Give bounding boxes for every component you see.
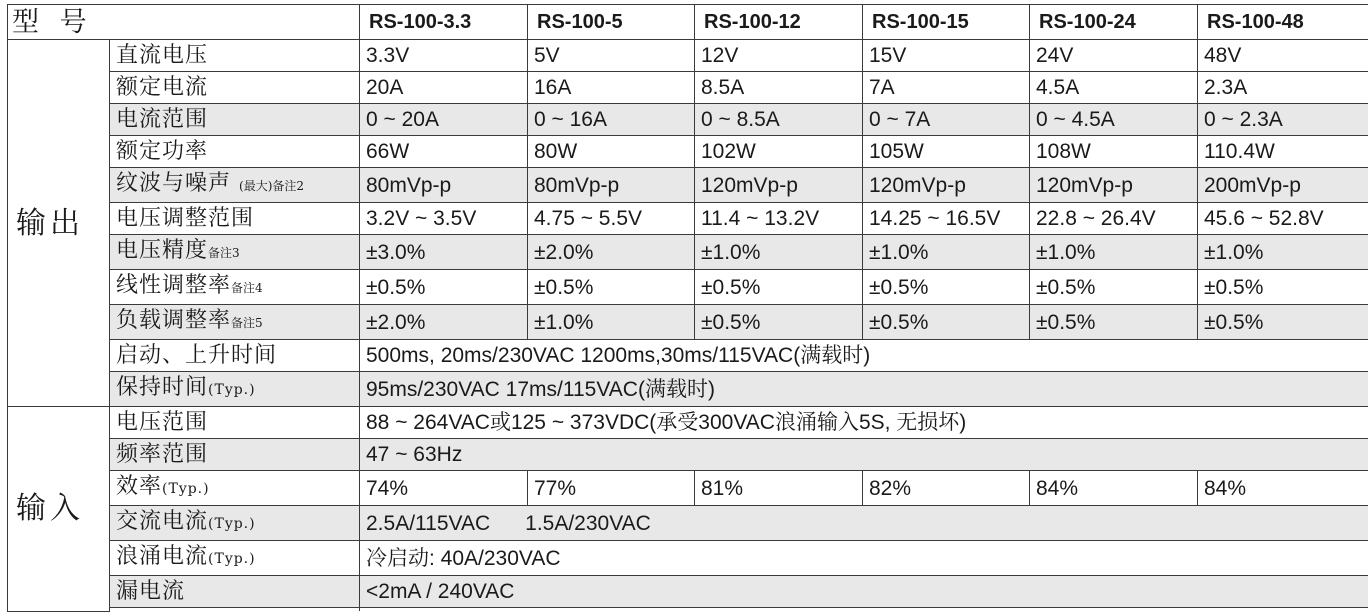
table-cell: 88 ~ 264VAC或125 ~ 373VDC(承受300VAC浪涌输入5S, 无损坏) xyxy=(360,407,1368,439)
table-cell: 4.5A xyxy=(1030,72,1198,104)
table-cell: 80mVp-p xyxy=(360,168,528,203)
table-cell: 81% xyxy=(695,471,863,506)
table-cell: 74% xyxy=(360,471,528,506)
table-row xyxy=(8,235,1368,270)
table-cell: ±1.0% xyxy=(1198,235,1368,270)
row-label: 效率(Typ.) xyxy=(110,471,360,506)
row-label: 浪涌电流(Typ.) xyxy=(110,541,360,576)
table-cell: 120mVp-p xyxy=(863,168,1030,203)
table-cell: ±2.0% xyxy=(528,235,695,270)
table-cell: 0 ~ 2.3A xyxy=(1198,104,1368,136)
output-group-label: 输出 xyxy=(8,40,110,407)
row-note: (Typ.) xyxy=(208,551,256,567)
model-header: RS-100-15 xyxy=(863,5,1030,40)
model-header: RS-100-48 xyxy=(1198,5,1368,40)
table-cell: 200mVp-p xyxy=(1198,168,1368,203)
input-group-label: 输入 xyxy=(8,407,110,612)
table-cell: 15V xyxy=(863,40,1030,72)
table-cell: ±0.5% xyxy=(1030,270,1198,305)
table-cell: 冷启动: 40A/230VAC xyxy=(360,541,1368,576)
table-row xyxy=(8,203,1368,235)
table-cell: ±2.0% xyxy=(360,305,528,340)
row-label: 电压调整范围 xyxy=(110,203,360,235)
table-cell: ±1.0% xyxy=(1030,235,1198,270)
model-header: RS-100-12 xyxy=(695,5,863,40)
table-cell: ±0.5% xyxy=(1030,305,1198,340)
table-cell: 11.4 ~ 13.2V xyxy=(695,203,863,235)
row-label: 保持时间(Typ.) xyxy=(110,372,360,407)
table-cell: 84% xyxy=(1198,471,1368,506)
row-label: 电压范围 xyxy=(110,407,360,439)
table-row xyxy=(8,372,1368,407)
row-label: 线性调整率备注4 xyxy=(110,270,360,305)
table-cell: 24V xyxy=(1030,40,1198,72)
row-label: 启动、上升时间 xyxy=(110,340,360,372)
table-cell: ±0.5% xyxy=(863,305,1030,340)
table-row xyxy=(8,576,1368,608)
row-label: 纹波与噪声 (最大)备注2 xyxy=(110,168,360,203)
table-row xyxy=(8,40,1368,72)
table-cell: 14.25 ~ 16.5V xyxy=(863,203,1030,235)
table-cell: 95ms/230VAC 17ms/115VAC(满载时) xyxy=(360,372,1368,407)
spec-table xyxy=(7,4,1368,612)
table-cell: 84% xyxy=(1030,471,1198,506)
table-row xyxy=(8,72,1368,104)
table-row xyxy=(8,340,1368,372)
table-cell: 12V xyxy=(695,40,863,72)
row-label: 交流电流(Typ.) xyxy=(110,506,360,541)
table-cell: 108W xyxy=(1030,136,1198,168)
table-cell xyxy=(360,608,1368,612)
table-cell: 2.5A/115VAC 1.5A/230VAC xyxy=(360,506,1368,541)
table-row xyxy=(8,471,1368,506)
table-cell: 45.6 ~ 52.8V xyxy=(1198,203,1368,235)
row-label: 负载调整率备注5 xyxy=(110,305,360,340)
table-row xyxy=(8,439,1368,471)
table-cell: ±0.5% xyxy=(1198,270,1368,305)
table-row xyxy=(8,305,1368,340)
row-label: 额定功率 xyxy=(110,136,360,168)
table-cell: ±0.5% xyxy=(528,270,695,305)
table-cell: 0 ~ 4.5A xyxy=(1030,104,1198,136)
table-cell: 500ms, 20ms/230VAC 1200ms,30ms/115VAC(满载时) xyxy=(360,340,1368,372)
table-row xyxy=(8,136,1368,168)
row-label: 频率范围 xyxy=(110,439,360,471)
model-header: RS-100-3.3 xyxy=(360,5,528,40)
table-cell: 82% xyxy=(863,471,1030,506)
row-label: 直流电压 xyxy=(110,40,360,72)
table-cell: 66W xyxy=(360,136,528,168)
row-note: 备注5 xyxy=(231,316,263,330)
row-note: 备注4 xyxy=(231,281,263,295)
table-cell: ±0.5% xyxy=(360,270,528,305)
table-cell: 48V xyxy=(1198,40,1368,72)
table-cell: 77% xyxy=(528,471,695,506)
table-cell: 120mVp-p xyxy=(695,168,863,203)
table-cell: 20A xyxy=(360,72,528,104)
header-row xyxy=(8,5,1368,40)
table-cell: 80mVp-p xyxy=(528,168,695,203)
row-note: 备注3 xyxy=(208,246,240,260)
model-title: 型 号 xyxy=(8,5,360,40)
table-cell: 110.4W xyxy=(1198,136,1368,168)
table-cell: 0 ~ 20A xyxy=(360,104,528,136)
table-cell: 22.8 ~ 26.4V xyxy=(1030,203,1198,235)
table-cell: 102W xyxy=(695,136,863,168)
model-header: RS-100-5 xyxy=(528,5,695,40)
row-label: 额定电流 xyxy=(110,72,360,104)
table-cell: ±1.0% xyxy=(863,235,1030,270)
table-cell: 2.3A xyxy=(1198,72,1368,104)
row-note: (Typ.) xyxy=(162,481,210,497)
row-note: (Typ.) xyxy=(208,382,256,398)
table-cell: 47 ~ 63Hz xyxy=(360,439,1368,471)
table-cell: ±0.5% xyxy=(695,305,863,340)
table-cell: 0 ~ 8.5A xyxy=(695,104,863,136)
table-cell: ±0.5% xyxy=(1198,305,1368,340)
table-row xyxy=(8,270,1368,305)
table-cell: 3.2V ~ 3.5V xyxy=(360,203,528,235)
table-row xyxy=(8,608,1368,612)
table-row xyxy=(8,407,1368,439)
table-cell: ±3.0% xyxy=(360,235,528,270)
table-cell: 5V xyxy=(528,40,695,72)
table-cell: 80W xyxy=(528,136,695,168)
row-label: 电流范围 xyxy=(110,104,360,136)
table-cell: <2mA / 240VAC xyxy=(360,576,1368,608)
table-cell: ±1.0% xyxy=(695,235,863,270)
table-cell: ±0.5% xyxy=(695,270,863,305)
table-row xyxy=(8,541,1368,576)
table-row xyxy=(8,506,1368,541)
table-cell: 3.3V xyxy=(360,40,528,72)
table-cell: 16A xyxy=(528,72,695,104)
table-cell: 4.75 ~ 5.5V xyxy=(528,203,695,235)
table-cell xyxy=(110,608,360,612)
table-cell: ±0.5% xyxy=(863,270,1030,305)
table-row xyxy=(8,104,1368,136)
table-cell: 8.5A xyxy=(695,72,863,104)
table-cell: 0 ~ 7A xyxy=(863,104,1030,136)
table-cell: ±1.0% xyxy=(528,305,695,340)
table-cell: 120mVp-p xyxy=(1030,168,1198,203)
model-header: RS-100-24 xyxy=(1030,5,1198,40)
table-cell: 7A xyxy=(863,72,1030,104)
table-cell: 105W xyxy=(863,136,1030,168)
row-note: (最大)备注2 xyxy=(239,179,304,193)
row-note: (Typ.) xyxy=(208,516,256,532)
row-label: 电压精度备注3 xyxy=(110,235,360,270)
table-cell: 0 ~ 16A xyxy=(528,104,695,136)
row-label: 漏电流 xyxy=(110,576,360,608)
table-row xyxy=(8,168,1368,203)
